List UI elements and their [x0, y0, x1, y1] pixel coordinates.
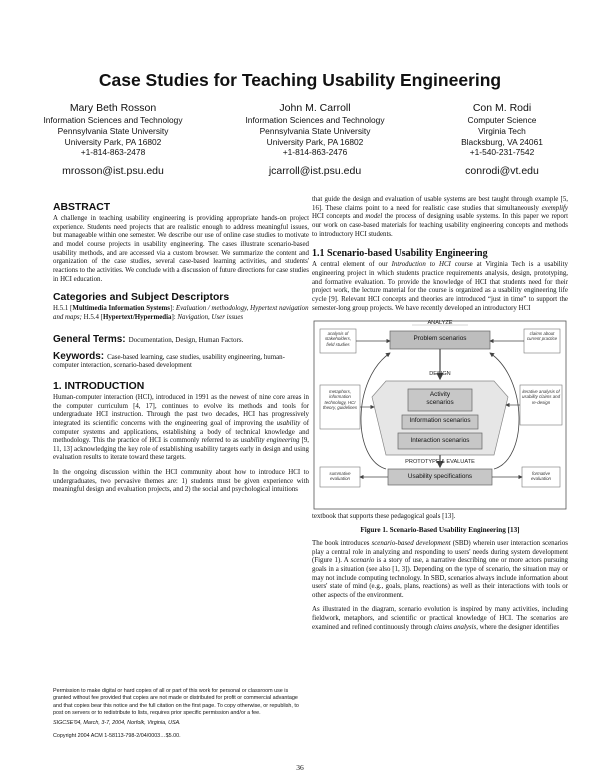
author-email: mrosson@ist.psu.edu	[62, 165, 164, 178]
author-affiliation-line: Computer Science	[467, 115, 537, 125]
author-affiliation-line: University Park, PA 16802	[266, 136, 364, 147]
body-text: , where the designer identifies	[476, 623, 560, 631]
note-analysis: analysis of stakeholders, field studies	[324, 331, 352, 347]
phase-prototype-label: PROTOTYPE & EVALUATE	[405, 459, 475, 466]
body-italic: model	[365, 213, 383, 221]
categories-text	[53, 305, 309, 322]
general-terms	[53, 329, 309, 347]
keywords	[53, 350, 309, 371]
body-text: that guide the design and evaluation of usable systems are best taught through example [5, 16]. These claims point to a need for realistic case studies that simultaneously	[312, 196, 568, 212]
right-column	[312, 196, 568, 632]
figure-caption: Figure 1. Scenario-Based Usability Engineering [13]	[360, 525, 520, 534]
body-italic: scenario-based development	[371, 539, 451, 547]
continued-paragraph	[312, 196, 568, 239]
body-text: course at Virginia Tech is a usability engineering project in which students practice requirements analysis, design, prototyping, and formative evaluation. To provide the knowledge of HCI that students need for their project work, the lecture material for the course is organized as a usability engineering life cycle [9]. Relevant HCI concepts and theories are introduced “just in time” to support the semester-long group projects. We have recently developed an introductory HCI	[312, 261, 568, 312]
categories-bold: Hypertext/Hypermedia	[102, 313, 172, 321]
note-formative: formative evaluation	[530, 471, 552, 482]
intro-text: of computer systems and applications, establishing a body of technical knowledge and methodology. This the practice of HCI is commonly referred to as	[53, 419, 309, 445]
general-terms-text: Documentation, Design, Human Factors.	[128, 335, 244, 344]
permission-text: Permission to make digital or hard copies of all or part of this work for personal or classroom use is granted without fee provided that copies are not made or distributed for profit or commercial advantage and that copies bear this notice and the full citation on the first page. To copy otherwise, or republish, to post on servers or to redistribute to lists, requires prior specific permission and/or a fee.	[53, 688, 299, 716]
categories-code: H.5.1 [	[53, 305, 73, 313]
categories-italic: Navigation, User issues	[177, 313, 244, 321]
conference-line	[53, 720, 303, 727]
conference-text: SIGCSE'04, March, 3-7, 2004, Norfolk, Virginia, USA.	[53, 720, 181, 727]
author-affiliation-line: University Park, PA 16802	[64, 136, 162, 147]
scenario-paragraph	[312, 261, 568, 313]
intro-text: Human-computer interaction (HCI), introduced in 1991 as the newest of nine core areas in the computer curriculum [4, 17], continues to evolve its methods and tools for undergraduate HCI instruction. Through the past two decades, HCI has progressively integrated its scientific concerns with the engineering goal of improving the	[53, 393, 309, 427]
categories-sep: ]:	[171, 313, 178, 321]
intro-italic: usability	[276, 419, 301, 427]
note-metaphors: metaphors, information technology, HCI theory, guidelines	[322, 389, 358, 410]
note-summative: summative evaluation	[329, 471, 351, 482]
figure-sbd-diagram	[312, 319, 568, 511]
author-rodi	[432, 102, 572, 177]
author-email: conrodi@vt.edu	[465, 165, 539, 178]
body-text: A central element of our	[312, 261, 392, 269]
author-affiliation-line: Information Sciences and Technology	[43, 115, 183, 125]
last-paragraph	[312, 606, 568, 632]
body-text: The book introduces	[312, 539, 372, 547]
author-affiliation-line: Pennsylvania State University	[259, 125, 371, 136]
author-phone: +1-540-231-7542	[469, 147, 535, 158]
note-claims: claims about current practice	[526, 331, 558, 342]
usability-specifications-label: Usability specifications	[407, 473, 473, 481]
author-name: John M. Carroll	[279, 102, 351, 114]
note-iterative: iterative analysis of usability claims and re-design	[521, 389, 561, 405]
categories-bold: Multimedia Information Systems	[72, 305, 170, 313]
author-affiliation-line: Virginia Tech	[478, 125, 526, 136]
body-italic: Introduction to HCI	[391, 261, 451, 269]
author-rosson	[28, 102, 198, 177]
body-italic: scenario	[350, 557, 375, 565]
categories-italic: Evaluation / methodology, Hypertext navigation and maps;	[53, 305, 309, 321]
abstract-text: A challenge in teaching usability engineering is providing appropriate hands-on project experience. Students need projects that are realistic enough to address meaningful issues, but manageable within one semester. We describe our use of online case studies to motivate and model course projects in usability engineering. The cases illustrate scenario-based usability methods, and are accessed via a custom browser. We summarize the content and organization of the case studies, several case-based learning activities, and students' reactions to the activities. We conclude with a discussion of future directions for case studies in HCI education.	[53, 215, 309, 283]
interaction-scenarios-label: Interaction scenarios	[410, 437, 470, 445]
introduction-paragraph-1	[53, 394, 309, 463]
author-affiliation-line: Pennsylvania State University	[57, 125, 169, 136]
author-phone: +1-814-863-2478	[80, 147, 146, 158]
author-phone: +1-814-863-2476	[282, 147, 348, 158]
body-text: HCI concepts and	[312, 213, 366, 221]
copyright-line: Copyright 2004 ACM 1-58113-798-2/04/0003…$5.00.	[53, 733, 181, 740]
keywords-paragraph	[53, 350, 309, 371]
information-scenarios-label: Information scenarios	[409, 417, 471, 425]
intro-italic: usability engineering	[240, 437, 300, 445]
author-affiliation-line: Information Sciences and Technology	[245, 115, 385, 125]
after-figure-text: textbook that supports these pedagogical goals [13].	[312, 513, 456, 521]
body-text: (SBD) wherein user interaction scenarios play a central role in analyzing and responding to users' needs during system development (Figure 1). A	[312, 539, 568, 565]
keywords-text: Case-based learning, case studies, usability engineering, human-computer interaction, scenario-based development	[53, 353, 285, 370]
page-number: 36	[296, 763, 304, 772]
author-affiliation-line: Blacksburg, VA 24061	[461, 136, 543, 147]
author-name: Mary Beth Rosson	[69, 102, 157, 114]
phase-design-label: DESIGN	[429, 371, 451, 378]
author-email: jcarroll@ist.psu.edu	[268, 165, 362, 178]
body-italic: claims analysis	[433, 623, 477, 631]
body-text: is a story of use, a narrative describing one or more actors pursuing goals in a situation (see also [1, 3]). Depending on the type of scenario, the situation may or may not include computing technology. In SBD, scenarios always include information about users' state of mind (e.g., goals, plans, reactions) as well as their interactions with tools or other aspects of the environment.	[312, 557, 569, 599]
section-heading-scenario: 1.1 Scenario-based Usability Engineering	[312, 248, 488, 260]
body-text: the process of designing usable systems. In this paper we report our work on case-based materials for teaching usability engineering concepts and methods to introductory HCI students.	[312, 213, 568, 238]
introduction-paragraph-2: In the ongoing discussion within the HCI community about how to introduce HCI to undergraduates, two pervasive themes are: 1) students must be given experience with meaningful design and evaluation projects, and 2) the social and psychological intuitions	[53, 469, 309, 494]
general-terms-heading: General Terms:	[53, 333, 126, 345]
left-column	[53, 196, 309, 495]
author-name: Con M. Rodi	[472, 102, 532, 114]
abstract-heading: ABSTRACT	[53, 202, 111, 213]
problem-scenarios-label: Problem scenarios	[413, 335, 467, 343]
book-paragraph	[312, 540, 568, 601]
body-italic: exemplify	[541, 204, 568, 212]
keywords-heading: Keywords:	[53, 350, 105, 362]
categories-sep: ]:	[169, 305, 176, 313]
body-text: As illustrated in the diagram, scenario evolution is inspired by many activities, including fieldwork, metaphors, and scientific or practical knowledge of HCI. The scenarios are examined and refined continuously through	[312, 606, 568, 631]
intro-text: [9, 11, 13] acknowledging the key role of establishing usability targets early in design and using evaluation results to iterate toward these targets.	[53, 437, 310, 462]
author-carroll	[220, 102, 410, 177]
activity-scenarios-label: Activity scenarios	[426, 391, 454, 407]
categories-code: H.5.4 [	[81, 313, 103, 321]
introduction-heading: 1. INTRODUCTION	[53, 380, 145, 392]
paper-title: Case Studies for Teaching Usability Engineering	[98, 70, 502, 90]
figure-graphic	[312, 319, 568, 511]
phase-analyze-label: ANALYZE	[427, 320, 453, 327]
permission-notice	[53, 688, 303, 741]
categories-heading: Categories and Subject Descriptors	[53, 292, 230, 304]
author-block	[28, 102, 572, 177]
